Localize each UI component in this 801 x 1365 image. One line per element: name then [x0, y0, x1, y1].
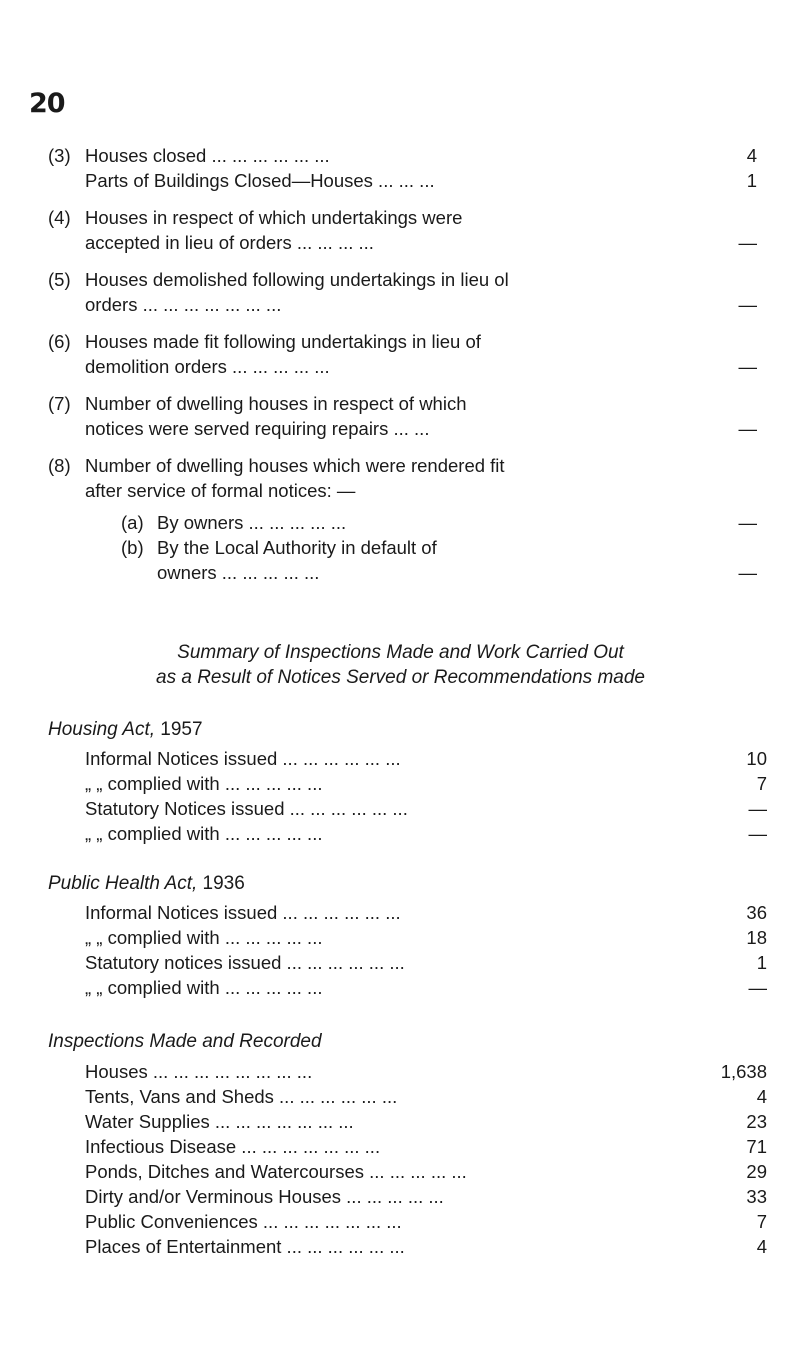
inspection-row-label: Houses ... ... ... ... ... ... ... ...: [85, 1061, 313, 1082]
housing-row-value: 7: [756, 773, 767, 794]
item-8b-value: —: [738, 562, 757, 583]
inspection-row-value: 4: [756, 1236, 767, 1257]
item-4-line-2: accepted in lieu of orders ... ... ... ...: [85, 232, 374, 253]
inspection-row-value: 71: [746, 1136, 767, 1157]
summary-title-line-2: as a Result of Notices Served or Recommendations made: [156, 667, 645, 688]
housing-row-label: „ „ complied with ... ... ... ... ...: [85, 823, 323, 844]
inspection-row-label: Infectious Disease ... ... ... ... ... ... ...: [85, 1136, 381, 1157]
public-health-act-heading: [48, 872, 245, 896]
item-5-value: —: [738, 294, 757, 315]
item-8-line-2: after service of formal notices: —: [85, 480, 356, 501]
item-8b-line-2: owners ... ... ... ... ...: [157, 562, 320, 583]
item-8a-line-1: By owners ... ... ... ... ...: [157, 512, 347, 533]
public-health-act-year: 1936: [202, 873, 245, 894]
inspection-row-label: Water Supplies ... ... ... ... ... ... ...: [85, 1111, 354, 1132]
housing-row-label: „ „ complied with ... ... ... ... ...: [85, 773, 323, 794]
item-5-line-2: orders ... ... ... ... ... ... ...: [85, 294, 282, 315]
housing-row-label: Informal Notices issued ... ... ... ... ... ...: [85, 748, 401, 769]
item-7-value: —: [738, 418, 757, 439]
item-8-line-1: Number of dwelling houses which were rendered fit: [85, 455, 505, 476]
item-8b-line-1: By the Local Authority in default of: [157, 537, 437, 558]
inspection-row-value: 1,638: [720, 1061, 767, 1082]
housing-row-label: Statutory Notices issued ... ... ... ... ... ...: [85, 798, 408, 819]
inspection-row-value: 7: [756, 1211, 767, 1232]
inspection-row-label: Places of Entertainment ... ... ... ... ... ...: [85, 1236, 405, 1257]
inspection-row-label: Ponds, Ditches and Watercourses ... ... ... ... ...: [85, 1161, 467, 1182]
item-3b-line-1: Parts of Buildings Closed—Houses ... ... ...: [85, 170, 435, 191]
housing-row-value: —: [748, 798, 767, 819]
item-number-8: (8): [48, 455, 71, 476]
public-health-row-value: 1: [756, 952, 767, 973]
public-health-row-label: Statutory notices issued ... ... ... ... ... ...: [85, 952, 405, 973]
inspections-heading: Inspections Made and Recorded: [48, 1031, 322, 1052]
housing-row-value: 10: [746, 748, 767, 769]
item-number-3: (3): [48, 145, 71, 166]
item-8a-value: —: [738, 512, 757, 533]
item-6-line-2: demolition orders ... ... ... ... ...: [85, 356, 330, 377]
item-3-line-1: Houses closed ... ... ... ... ... ...: [85, 145, 330, 166]
item-6-value: —: [738, 356, 757, 377]
item-3-value: 4: [746, 145, 757, 166]
item-number-4: (4): [48, 207, 71, 228]
housing-act-heading: [48, 718, 203, 742]
inspection-row-label: Tents, Vans and Sheds ... ... ... ... ... ...: [85, 1086, 398, 1107]
inspection-row-label: Public Conveniences ... ... ... ... ... ... ...: [85, 1211, 402, 1232]
item-7-line-2: notices were served requiring repairs ... ...: [85, 418, 430, 439]
inspection-row-label: Dirty and/or Verminous Houses ... ... ... ... ...: [85, 1186, 444, 1207]
public-health-row-value: —: [748, 977, 767, 998]
item-7-line-1: Number of dwelling houses in respect of which: [85, 393, 467, 414]
public-health-row-label: Informal Notices issued ... ... ... ... ... ...: [85, 902, 401, 923]
item-4-line-1: Houses in respect of which undertakings were: [85, 207, 463, 228]
public-health-row-value: 18: [746, 927, 767, 948]
item-number-8b: (b): [121, 537, 144, 558]
public-health-row-value: 36: [746, 902, 767, 923]
inspection-row-value: 29: [746, 1161, 767, 1182]
item-4-value: —: [738, 232, 757, 253]
item-5-line-1: Houses demolished following undertakings in lieu ol: [85, 269, 509, 290]
inspection-row-value: 33: [746, 1186, 767, 1207]
page-number: 20: [29, 88, 65, 119]
public-health-row-label: „ „ complied with ... ... ... ... ...: [85, 927, 323, 948]
summary-title-line-1: Summary of Inspections Made and Work Carried Out: [177, 642, 624, 663]
item-6-line-1: Houses made fit following undertakings in lieu of: [85, 331, 481, 352]
housing-act-year: 1957: [160, 719, 203, 740]
item-number-5: (5): [48, 269, 71, 290]
item-number-7: (7): [48, 393, 71, 414]
inspection-row-value: 23: [746, 1111, 767, 1132]
inspection-row-value: 4: [756, 1086, 767, 1107]
housing-act-title: Housing Act,: [48, 719, 156, 740]
public-health-act-title: Public Health Act,: [48, 873, 198, 894]
item-number-6: (6): [48, 331, 71, 352]
public-health-row-label: „ „ complied with ... ... ... ... ...: [85, 977, 323, 998]
housing-row-value: —: [748, 823, 767, 844]
item-3b-value: 1: [746, 170, 757, 191]
item-number-8a: (a): [121, 512, 144, 533]
